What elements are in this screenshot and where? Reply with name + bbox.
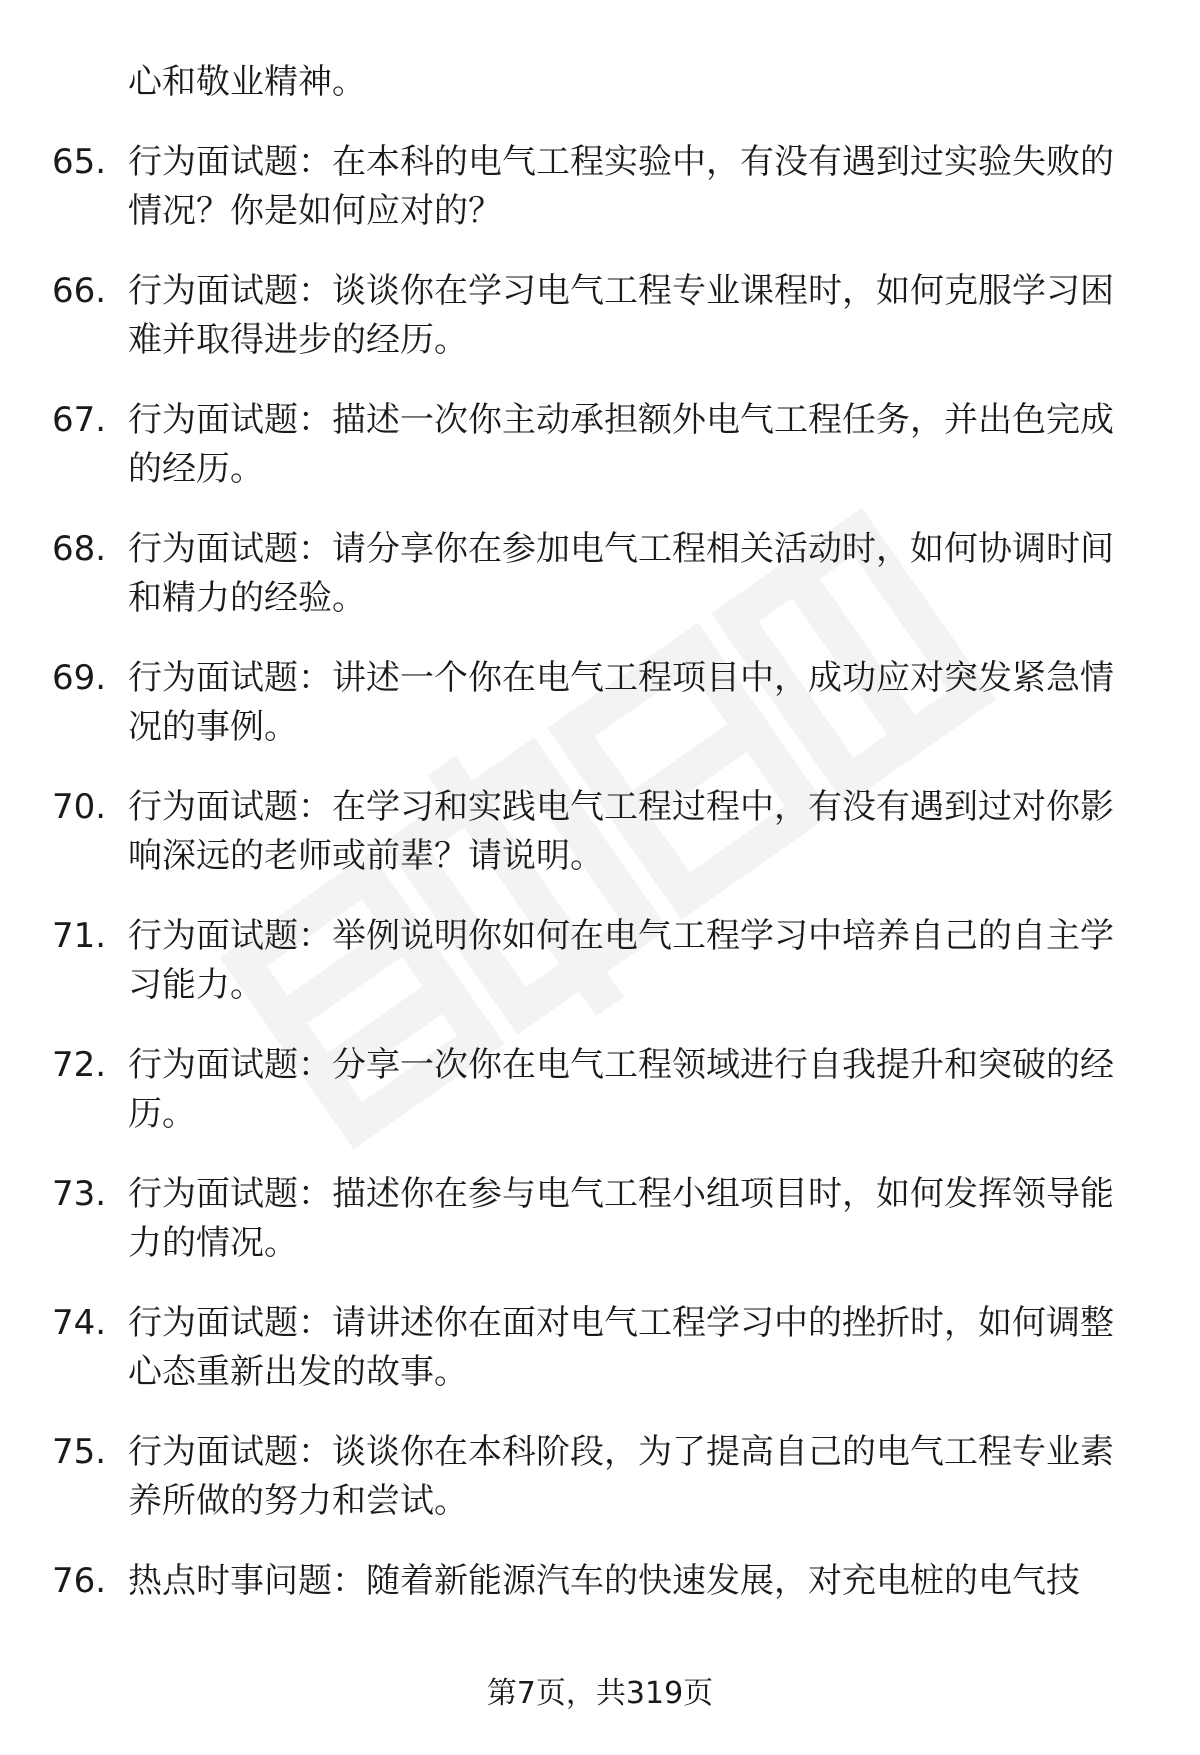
list-item: [0, 912, 1200, 1010]
item-number: 71.: [52, 916, 107, 956]
list-item: [0, 783, 1200, 881]
item-text: 行为面试题：描述一次你主动承担额外电气工程任务，并出色完成的经历。: [128, 400, 1114, 489]
item-number: 65.: [52, 142, 107, 182]
item-text: 行为面试题：谈谈你在学习电气工程专业课程时，如何克服学习困难并取得进步的经历。: [128, 271, 1114, 360]
item-text: 行为面试题：请分享你在参加电气工程相关活动时，如何协调时间和精力的经验。: [128, 529, 1114, 618]
list-item: [0, 1428, 1200, 1526]
continuation-text: 心和敬业精神。: [128, 62, 366, 102]
list-item: [0, 1170, 1200, 1268]
item-number: 73.: [52, 1174, 107, 1214]
item-text: 行为面试题：举例说明你如何在电气工程学习中培养自己的自主学习能力。: [128, 916, 1114, 1005]
list-item: [0, 1557, 1200, 1606]
list-item: [0, 267, 1200, 365]
item-number: 76.: [52, 1561, 107, 1601]
item-number: 74.: [52, 1303, 107, 1343]
list-item: [0, 654, 1200, 752]
list-item: [0, 1041, 1200, 1139]
list-item: [0, 1299, 1200, 1397]
item-number: 67.: [52, 400, 107, 440]
page-number-footer: 第7页，共319页: [486, 1676, 714, 1711]
list-item: [0, 525, 1200, 623]
item-text: 行为面试题：在学习和实践电气工程过程中，有没有遇到过对你影响深远的老师或前辈？请说明。: [128, 787, 1114, 876]
item-number: 68.: [52, 529, 107, 569]
item-text: 行为面试题：讲述一个你在电气工程项目中，成功应对突发紧急情况的事例。: [128, 658, 1114, 747]
item-text: 行为面试题：在本科的电气工程实验中，有没有遇到过实验失败的情况？你是如何应对的？: [128, 142, 1114, 231]
item-number: 72.: [52, 1045, 107, 1085]
list-item: [0, 396, 1200, 494]
list-item: [0, 138, 1200, 236]
item-number: 66.: [52, 271, 107, 311]
item-number: 69.: [52, 658, 107, 698]
item-number: 75.: [52, 1432, 107, 1472]
item-text: 行为面试题：描述你在参与电气工程小组项目时，如何发挥领导能力的情况。: [128, 1174, 1114, 1263]
question-list: [0, 58, 1200, 1637]
item-number: 70.: [52, 787, 107, 827]
item-text: 行为面试题：分享一次你在电气工程领域进行自我提升和突破的经历。: [128, 1045, 1114, 1134]
item-text: 行为面试题：谈谈你在本科阶段，为了提高自己的电气工程专业素养所做的努力和尝试。: [128, 1432, 1114, 1521]
item-text: 行为面试题：请讲述你在面对电气工程学习中的挫折时，如何调整心态重新出发的故事。: [128, 1303, 1114, 1392]
item-text: 热点时事问题：随着新能源汽车的快速发展，对充电桩的电气技: [128, 1561, 1080, 1601]
